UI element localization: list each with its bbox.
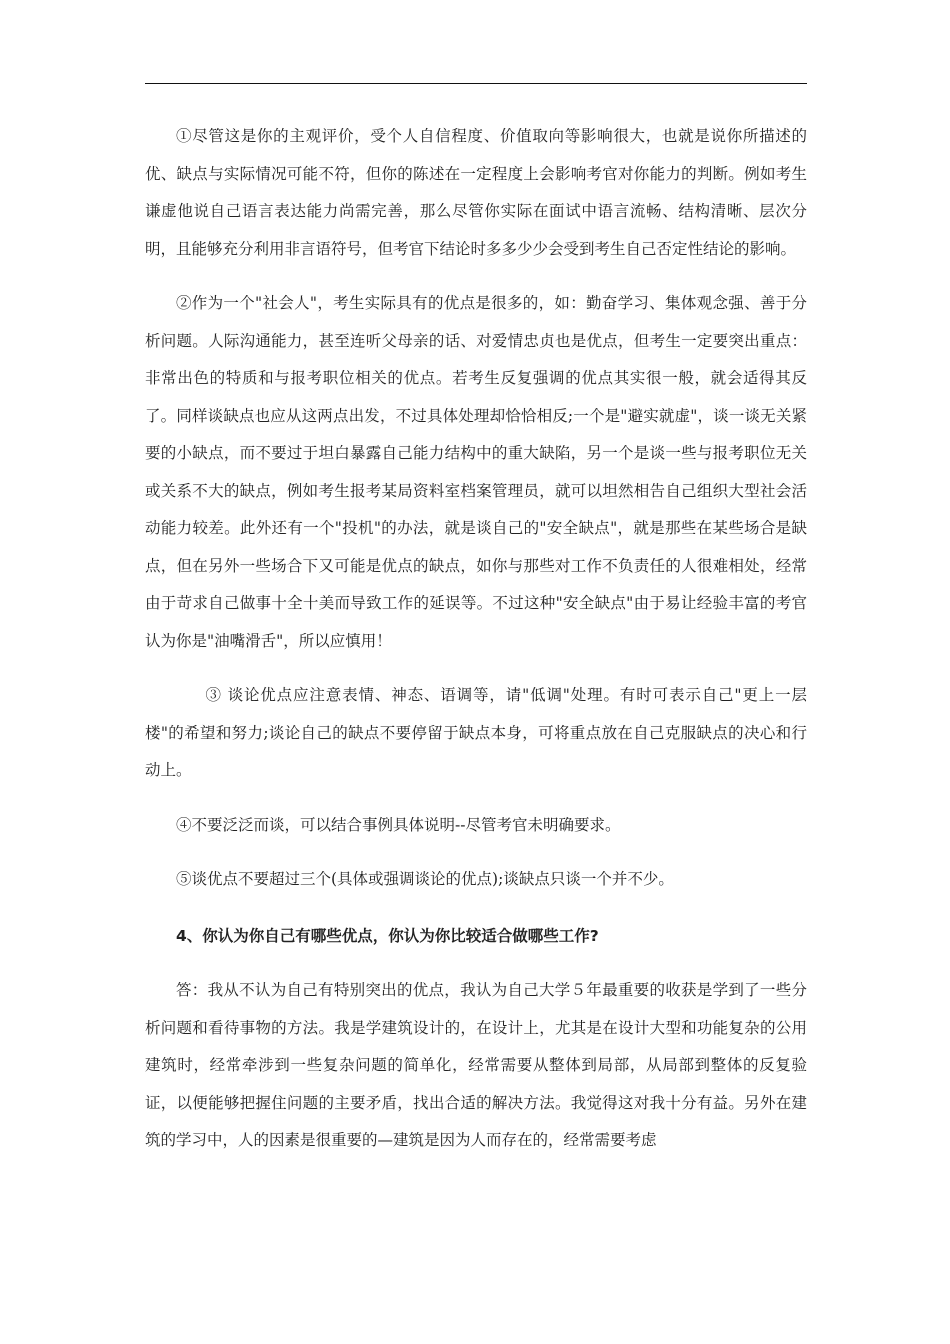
- document-page: [145, 0, 807, 1344]
- paragraph-gap: [145, 660, 807, 677]
- paragraph-gap: [145, 899, 807, 918]
- document-body: [145, 118, 807, 1160]
- paragraph-gap: [145, 268, 807, 285]
- paragraph-5: ⑤谈优点不要超过三个(具体或强调谈论的优点);谈缺点只谈一个并不少。: [176, 870, 674, 888]
- paragraph-gap: [145, 955, 807, 972]
- paragraph-3: ③ 谈论优点应注意表情、神态、语调等，请"低调"处理。有时可表示自己"更上一层楼"的希望和努力;谈论自己的缺点不要停留于缺点本身，可将重点放在自己克服缺点的决心和行动上。: [145, 686, 807, 779]
- paragraph-4: ④不要泛泛而谈，可以结合事例具体说明--尽管考官未明确要求。: [176, 815, 621, 834]
- paragraph-gap: [145, 790, 807, 807]
- paragraph-1: ①尽管这是你的主观评价，受个人自信程度、价值取向等影响很大，也就是说你所描述的优、缺点与实际情况可能不符，但你的陈述在一定程度上会影响考官对你能力的判断。例如考生谦虚他说自己语言表达能力尚需完善，那么尽管你实际在面试中语言流畅、结构清晰、层次分明，且能够充分利用非言语符号，但考官下结论时多多少少会受到考生自己否定性结论的影响。: [145, 127, 807, 258]
- question-heading: 4、你认为你自己有哪些优点，你认为你比较适合做哪些工作?: [176, 926, 599, 945]
- answer-paragraph: 答：我从不认为自己有特别突出的优点，我认为自己大学５年最重要的收获是学到了一些分析问题和看待事物的方法。我是学建筑设计的，在设计上，尤其是在设计大型和功能复杂的公用建筑时，经常牵涉到一些复杂问题的简单化，经常需要从整体到局部，从局部到整体的反复验证，以便能够把握住问题的主要矛盾，找出合适的解决方法。我觉得这对我十分有益。另外在建筑的学习中，人的因素是很重要的—建筑是因为人而存在的，经常需要考虑: [145, 981, 807, 1149]
- paragraph-gap: [145, 844, 807, 861]
- header-rule: [145, 83, 807, 84]
- paragraph-2: ②作为一个"社会人"，考生实际具有的优点是很多的，如：勤奋学习、集体观念强、善于分析问题。人际沟通能力，甚至连听父母亲的话、对爱情忠贞也是优点，但考生一定要突出重点：非常出色的特质和与报考职位相关的优点。若考生反复强调的优点其实很一般，就会适得其反了。同样谈缺点也应从这两点出发，不过具体处理却恰恰相反;一个是"避实就虚"，谈一谈无关紧要的小缺点，而不要过于坦白暴露自己能力结构中的重大缺陷，另一个是谈一些与报考职位无关或关系不大的缺点，例如考生报考某局资料室档案管理员，就可以坦然相告自己组织大型社会活动能力较差。此外还有一个"投机"的办法，就是谈自己的"安全缺点"，就是那些在某些场合是缺点，但在另外一些场合下又可能是优点的缺点，如你与那些对工作不负责任的人很难相处，经常由于苛求自己做事十全十美而导致工作的延误等。不过这种"安全缺点"由于易让经验丰富的考官认为你是"油嘴滑舌"，所以应慎用！: [145, 294, 807, 650]
